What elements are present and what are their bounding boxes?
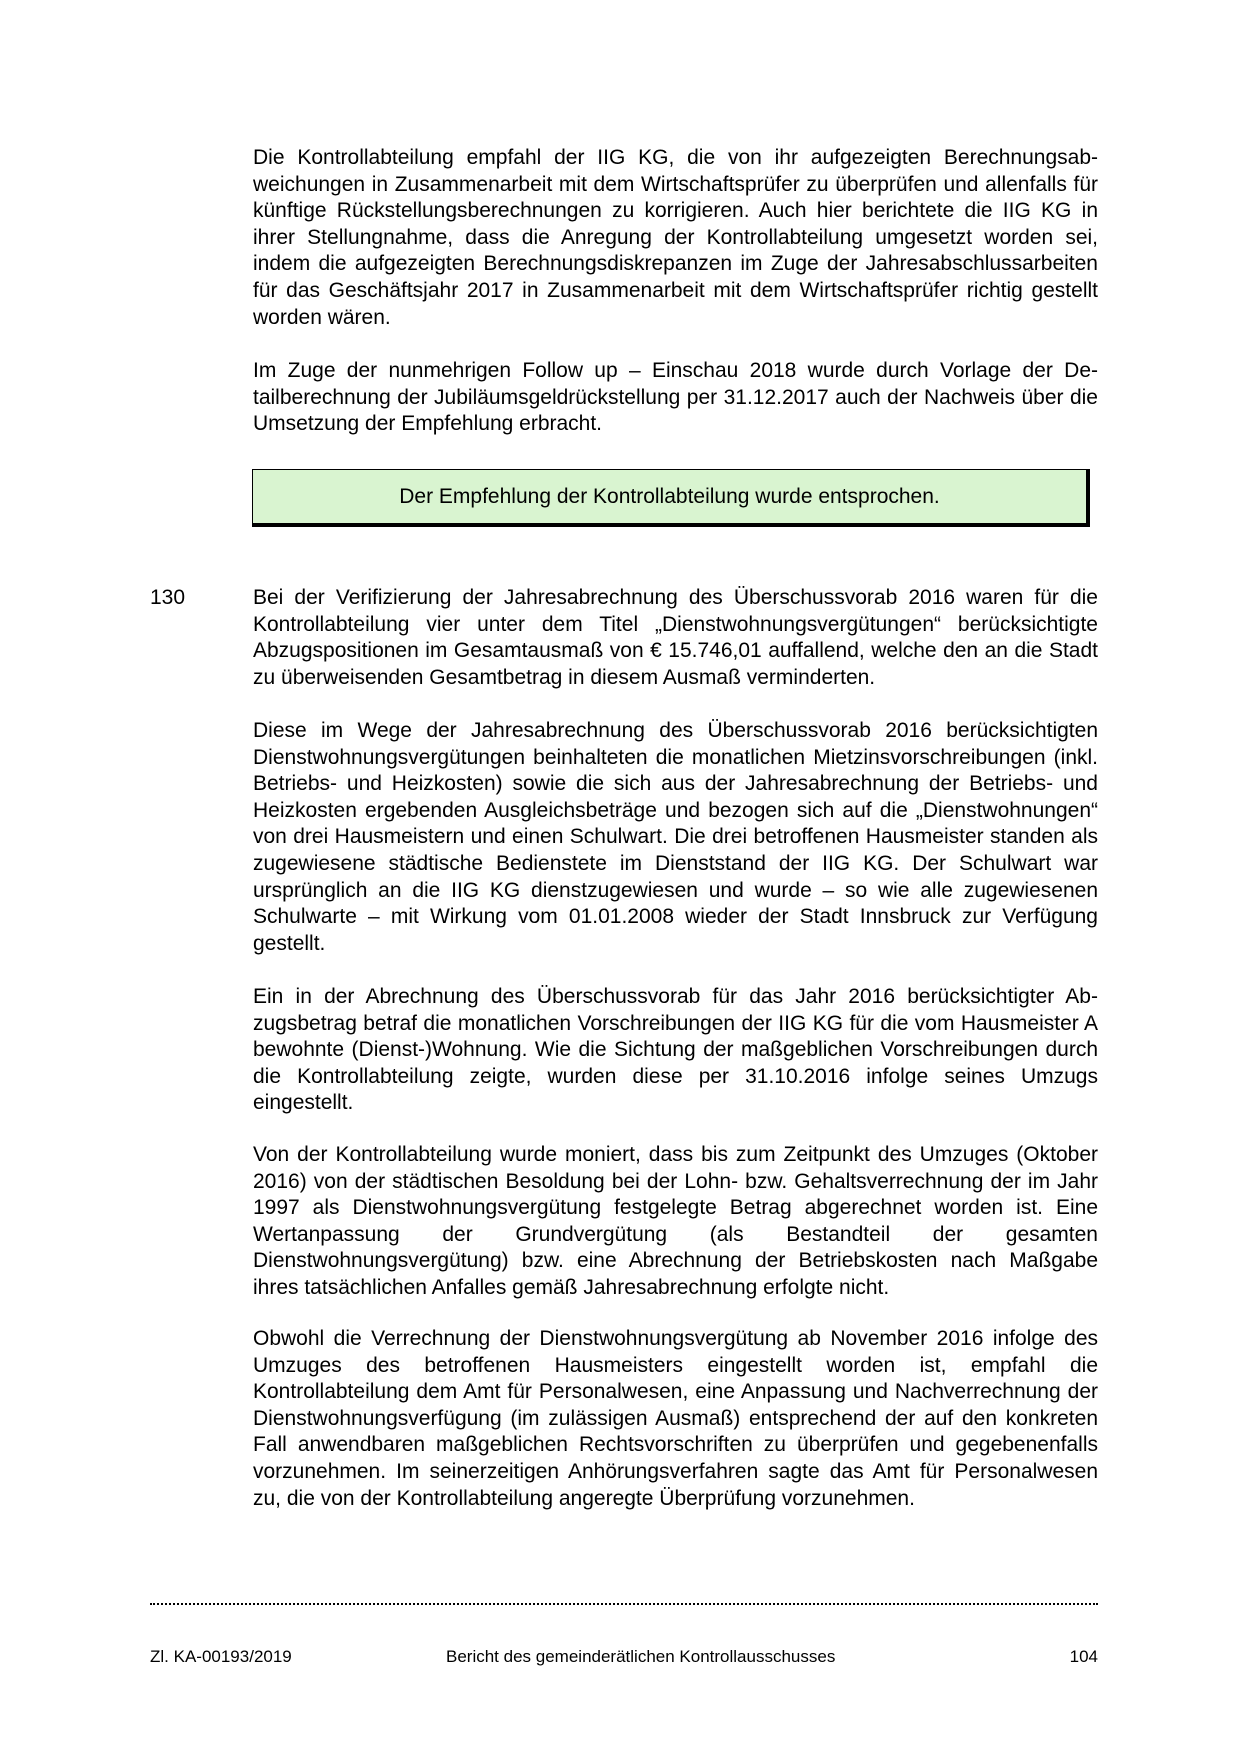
section-130-paragraph-3: Ein in der Abrechnung des Überschussvorab für das Jahr 2016 berücksichtigter Abzugsbetrag betraf die monatlichen Vorschreibungen der IIG KG für die vom Hausmeister A bewohnte (Dienst-)Wohnung. Wie die Sichtung der maßgeblichen Vorschreibungen durch die Kontrollabteilung zeigte, wurden diese per 31.10.2016 infolge seines Umzugs eingestellt. [253,985,1098,1115]
paragraph-number: 130 [150,586,186,609]
section-130-paragraph-4: Von der Kontrollabteilung wurde moniert, dass bis zum Zeitpunkt des Umzuges (Oktober 2016) von der städtischen Besoldung bei der Lohn- bzw. Gehaltsverrechnung der im Jahr 1997 als Dienstwohnungsvergütung festgelegte Betrag abgerechnet worden ist. Eine Wertanpassung der Grundvergütung (als Bestandteil der gesamten Dienstwohnungsvergütung) bzw. eine Abrechnung der Betriebskosten nach Maßgabe ihres tatsächlichen Anfalles gemäß Jahresabrechnung erfolgte nicht. [253,1143,1098,1299]
footer-page-number: 104 [1069,1647,1098,1666]
footer-dotted-divider [150,1603,1098,1605]
page-footer [150,1645,1098,1669]
intro-paragraph-1: Die Kontrollabteilung empfahl der IIG KG, die von ihr aufgezeigten Berechnungsabweichungen in Zusammenarbeit mit dem Wirtschaftsprüfer zu überprüfen und allenfalls für künftige Rückstellungsberechnungen zu korrigieren. Auch hier berichtete die IIG KG in ihrer Stellungnahme, dass die Anregung der Kontrollabteilung umgesetzt worden sei, indem die aufgezeigten Berechnungsdiskrepanzen im Zuge der Jahresabschlussarbeiten für das Geschäftsjahr 2017 in Zusammenarbeit mit dem Wirtschaftsprüfer richtig gestellt worden wären. [253,146,1098,329]
footer-reference: Zl. KA-00193/2019 [150,1647,292,1666]
section-130-paragraph-2: Diese im Wege der Jahresabrechnung des Überschussvorab 2016 berücksichtigten Dienstwohnungsvergütungen beinhalteten die monatlichen Mietzinsvorschreibungen (inkl. Betriebs- und Heizkosten) sowie die sich aus der Jahresabrechnung der Betriebs- und Heizkosten ergebenden Ausgleichsbeträge und bezogen sich auf die „Dienstwohnungen“ von drei Hausmeistern und einen Schulwart. Die drei betroffenen Hausmeister standen als zugewiesene städtische Bedienstete im Dienststand der IIG KG. Der Schulwart war ursprünglich an die IIG KG dienstzugewiesen und wurde – so wie alle zugewiesenen Schulwarte – mit Wirkung vom 01.01.2008 wieder der Stadt Innsbruck zur Verfügung gestellt. [253,719,1098,955]
result-box-text: Der Empfehlung der Kontrollabteilung wurde entsprochen. [399,484,940,508]
footer-title: Bericht des gemeinderätlichen Kontrollausschusses [446,1647,836,1666]
result-box [252,469,1090,527]
section-130-paragraph-5: Obwohl die Verrechnung der Dienstwohnungsvergütung ab November 2016 infolge des Umzuges des betroffenen Hausmeisters eingestellt worden ist, empfahl die Kontrollabteilung dem Amt für Personalwesen, eine Anpassung und Nachverrechnung der Dienstwohnungsverfügung (im zulässigen Ausmaß) entsprechend der auf den konkreten Fall anwendbaren maßgeblichen Rechtsvorschriften zu überprüfen und gegebenenfalls vorzunehmen. Im seinerzeitigen Anhörungsverfahren sagte das Amt für Personalwesen zu, die von der Kontrollabteilung angeregte Überprüfung vorzunehmen. [253,1327,1098,1510]
section-130-paragraph-1: Bei der Verifizierung der Jahresabrechnung des Überschussvorab 2016 waren für die Kontrollabteilung vier unter dem Titel „Dienstwohnungsvergütungen“ berücksichtigte Abzugspositionen im Gesamtausmaß von € 15.746,01 auffallend, welche den an die Stadt zu überweisenden Gesamtbetrag in diesem Ausmaß verminderten. [253,586,1098,689]
intro-paragraph-2: Im Zuge der nunmehrigen Follow up – Einschau 2018 wurde durch Vorlage der Detailberechnung der Jubiläumsgeldrückstellung per 31.12.2017 auch der Nachweis über die Umsetzung der Empfehlung erbracht. [253,359,1098,436]
